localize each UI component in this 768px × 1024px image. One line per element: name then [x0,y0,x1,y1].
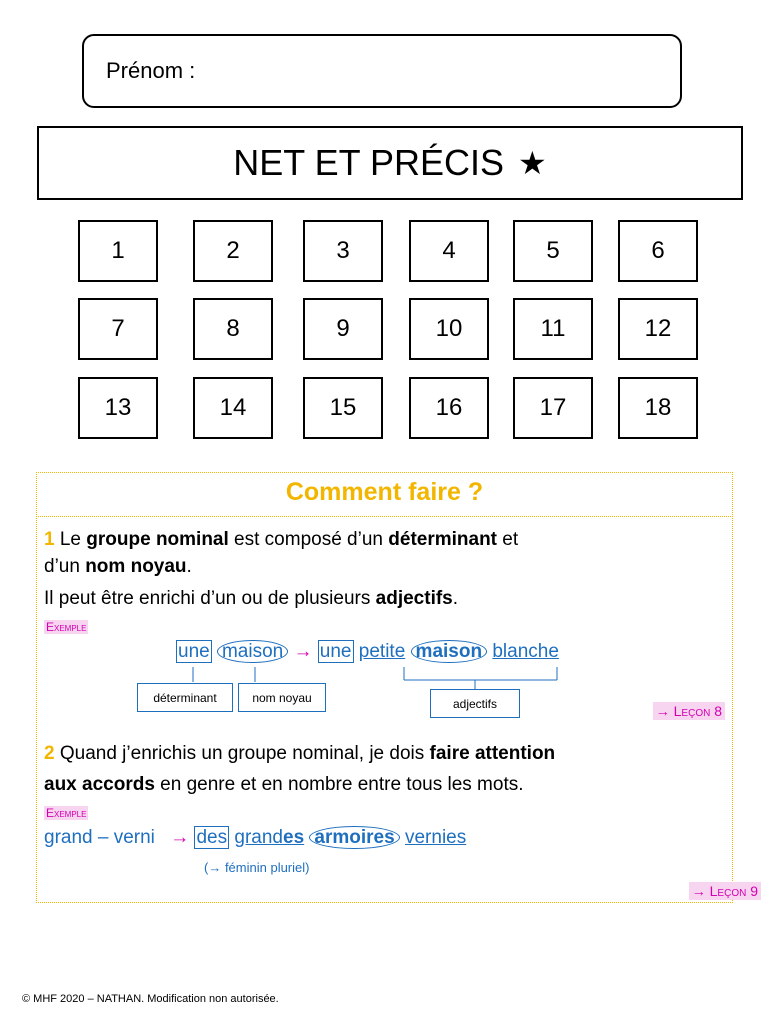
number-box[interactable]: 10 [409,298,489,360]
number-box[interactable]: 18 [618,377,698,439]
number-box[interactable]: 1 [78,220,158,282]
step2-line2: aux accords en genre et en nombre entre tous les mots. [44,774,524,795]
number-box[interactable]: 4 [409,220,489,282]
number-box[interactable]: 15 [303,377,383,439]
arrow-icon: → [170,827,190,848]
feminine-plural-note: (→ féminin pluriel) [204,860,310,875]
step1-line2: d’un nom noyau. [44,556,192,577]
page-title: NET ET PRÉCIS [233,142,505,183]
exemple-tag: Exemple [46,806,87,820]
number-box[interactable]: 12 [618,298,698,360]
number-box[interactable]: 8 [193,298,273,360]
number-box[interactable]: 6 [618,220,698,282]
step-number: 2 [44,743,55,764]
number-box[interactable]: 17 [513,377,593,439]
name-label: Prénom : [106,58,196,83]
method-title: Comment faire ? [285,478,484,506]
number-box[interactable]: 2 [193,220,273,282]
word-des: des [196,827,228,848]
step2-line1: 2 Quand j’enrichis un groupe nominal, je dois faire attention [44,743,556,764]
star-icon: ★ [518,144,547,182]
step-number: 1 [44,529,55,550]
lecon-link[interactable]: → Leçon 8 [653,703,725,721]
word-vernies: vernies [404,827,467,848]
number-box[interactable]: 13 [78,377,158,439]
label-nom-noyau: nom noyau [238,683,326,712]
word-une: une [319,641,352,662]
word-grandes: grandes [234,827,305,848]
word-une: une [178,641,210,662]
number-box[interactable]: 3 [303,220,383,282]
word-maison: maison [217,640,288,663]
step1-line1: 1 Le groupe nominal est composé d’un déterminant et [44,529,519,550]
word-armoires: armoires [309,826,399,849]
word-maison-noyau: maison [411,640,488,663]
exemple-tag: Exemple [46,620,87,634]
label-determinant: déterminant [137,683,233,712]
copyright: © MHF 2020 – NATHAN. Modification non autorisée. [22,993,279,1005]
lecon-link[interactable]: → Leçon 9 [689,883,761,901]
word-petite: petite [358,641,406,662]
number-box[interactable]: 16 [409,377,489,439]
label-adjectifs: adjectifs [430,689,520,718]
step1-line3: Il peut être enrichi d’un ou de plusieurs adjectifs. [44,588,459,609]
number-box[interactable]: 5 [513,220,593,282]
number-box[interactable]: 11 [513,298,593,360]
example2-line [44,827,466,849]
number-box[interactable]: 14 [193,377,273,439]
number-box[interactable]: 7 [78,298,158,360]
word-blanche: blanche [492,641,559,662]
number-box[interactable]: 9 [303,298,383,360]
arrow-icon: → [293,641,313,662]
word-source: grand – verni [44,827,155,848]
